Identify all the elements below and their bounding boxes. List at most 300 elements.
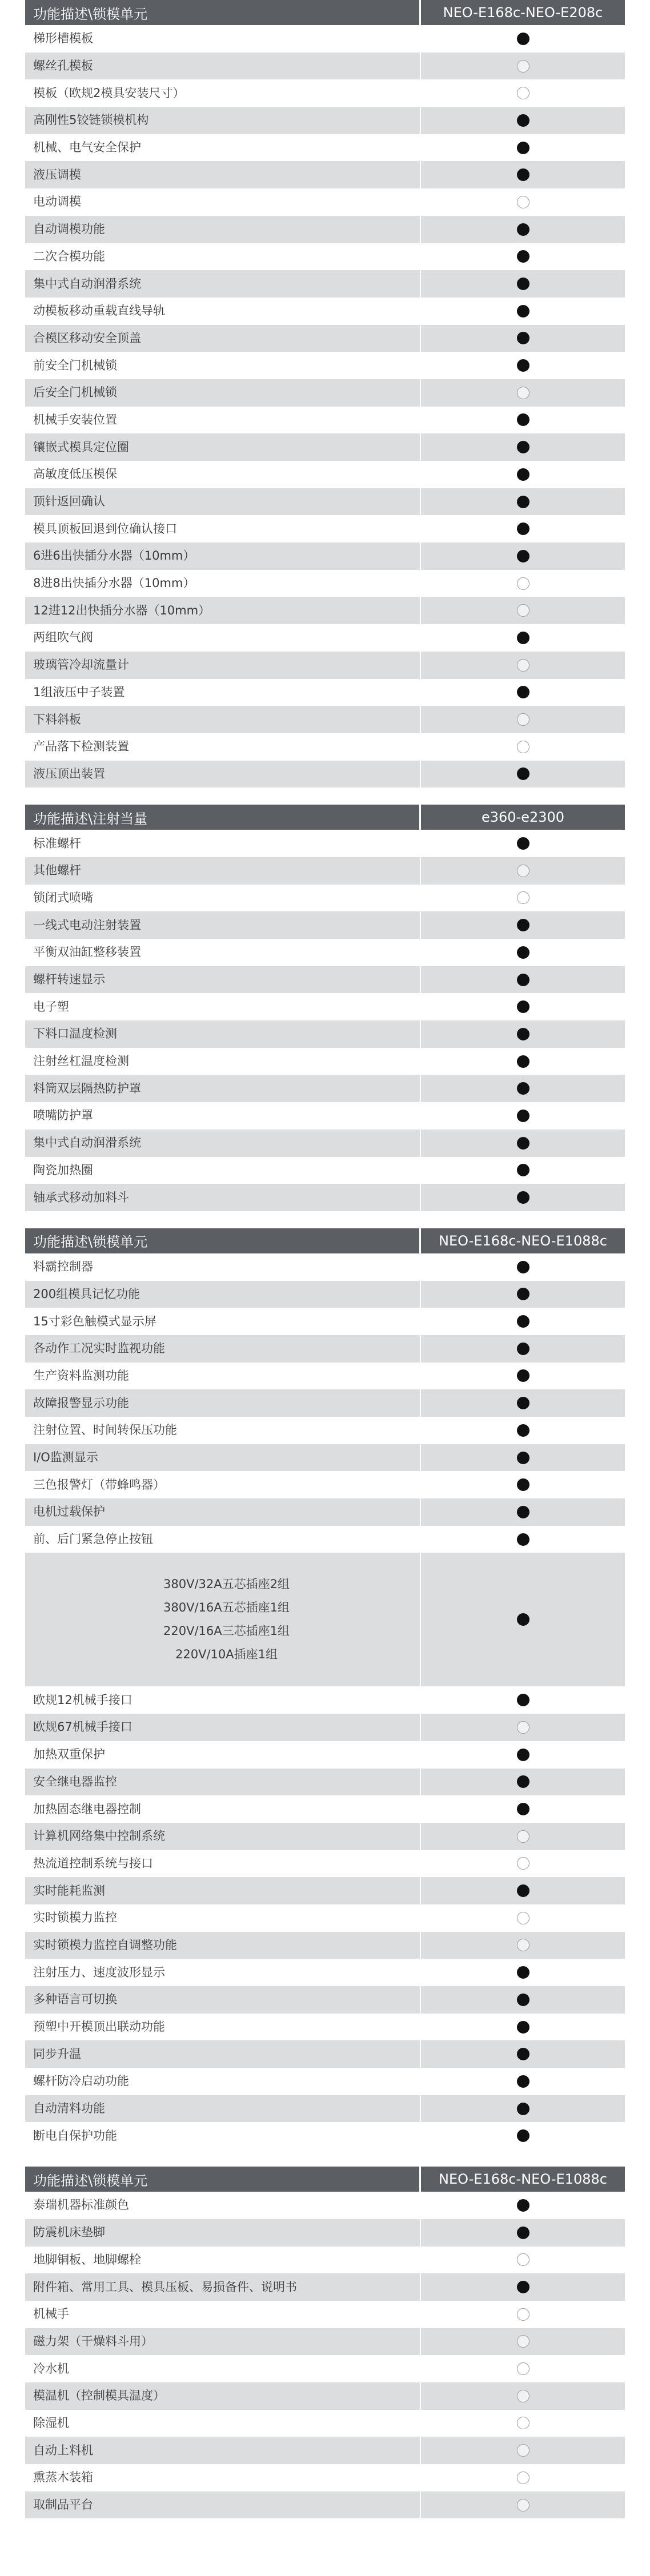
feature-name: 产品落下检测装置 <box>25 733 421 761</box>
feature-name: 注射丝杠温度检测 <box>25 1048 421 1075</box>
feature-name: 前安全门机械锁 <box>25 352 421 379</box>
feature-name: 8进8出快插分水器（10mm） <box>25 570 421 597</box>
table-row <box>25 2301 625 2328</box>
availability-cell <box>421 1769 625 1796</box>
feature-name: 1组液压中子装置 <box>25 679 421 706</box>
availability-cell <box>421 1795 625 1823</box>
feature-name: 料筒双层隔热防护罩 <box>25 1075 421 1102</box>
table-row <box>25 570 625 597</box>
table-row <box>25 2219 625 2247</box>
standard-filled-dot-icon <box>517 919 529 931</box>
standard-filled-dot-icon <box>517 2199 529 2212</box>
feature-name: 轴承式移动加料斗 <box>25 1184 421 1211</box>
standard-filled-dot-icon <box>517 2021 529 2034</box>
availability-cell <box>421 2491 625 2519</box>
standard-filled-dot-icon <box>517 1694 529 1706</box>
feature-name <box>25 1553 421 1686</box>
availability-cell <box>421 1130 625 1157</box>
availability-cell <box>421 2122 625 2149</box>
availability-cell <box>421 1850 625 1878</box>
standard-filled-dot-icon <box>517 2103 529 2115</box>
feature-name: 梯形槽模板 <box>25 25 421 53</box>
table-row <box>25 2122 625 2149</box>
feature-name: 料霸控制器 <box>25 1253 421 1281</box>
availability-cell <box>421 2410 625 2437</box>
table-row <box>25 2464 625 2491</box>
table-row <box>25 1498 625 1526</box>
table-row <box>25 2328 625 2356</box>
feature-name: 电机过载保护 <box>25 1498 421 1526</box>
table-row <box>25 379 625 407</box>
feature-name: 前、后门紧急停止按钮 <box>25 1526 421 1553</box>
feature-name: 欧规12机械手接口 <box>25 1686 421 1714</box>
standard-filled-dot-icon <box>517 946 529 959</box>
table-row <box>25 1389 625 1417</box>
standard-filled-dot-icon <box>517 1288 529 1300</box>
header-feature-label: 功能描述\锁模单元 <box>25 1228 421 1253</box>
feature-name: 泰瑞机器标准颜色 <box>25 2192 421 2219</box>
availability-cell <box>421 433 625 461</box>
standard-filled-dot-icon <box>517 1749 529 1761</box>
feature-name-line: 380V/32A五芯插座2组 <box>163 1577 290 1592</box>
standard-filled-dot-icon <box>517 1164 529 1176</box>
table-row <box>25 188 625 216</box>
table-row <box>25 857 625 885</box>
availability-cell <box>421 2040 625 2068</box>
feature-name: 螺杆防冷启动功能 <box>25 2068 421 2095</box>
section-spacer <box>25 2149 625 2167</box>
optional-hollow-dot-icon <box>517 2390 529 2402</box>
standard-filled-dot-icon <box>517 1506 529 1518</box>
feature-name: 各动作工况实时监视功能 <box>25 1335 421 1363</box>
table-row <box>25 79 625 107</box>
table-row <box>25 706 625 733</box>
standard-filled-dot-icon <box>517 223 529 236</box>
table-row <box>25 161 625 188</box>
standard-filled-dot-icon <box>517 1452 529 1464</box>
availability-cell <box>421 1932 625 1959</box>
optional-hollow-dot-icon <box>517 2499 529 2511</box>
table-row <box>25 1986 625 2014</box>
table-row <box>25 2437 625 2464</box>
feature-name: 自动清料功能 <box>25 2095 421 2123</box>
table-row <box>25 107 625 134</box>
table-row <box>25 1686 625 1714</box>
table-row <box>25 1281 625 1308</box>
availability-cell <box>421 857 625 885</box>
table-row <box>25 1102 625 1130</box>
feature-name: 注射位置、时间转保压功能 <box>25 1417 421 1444</box>
availability-cell <box>421 1253 625 1281</box>
optional-hollow-dot-icon <box>517 604 529 617</box>
table-row <box>25 1253 625 1281</box>
feature-name: 合模区移动安全顶盖 <box>25 325 421 352</box>
availability-cell <box>421 188 625 216</box>
standard-filled-dot-icon <box>517 974 529 986</box>
table-row <box>25 488 625 516</box>
table-row <box>25 966 625 994</box>
table-row <box>25 1904 625 1932</box>
standard-filled-dot-icon <box>517 114 529 127</box>
standard-filled-dot-icon <box>517 686 529 698</box>
table-row <box>25 515 625 542</box>
availability-cell <box>421 107 625 134</box>
standard-filled-dot-icon <box>517 413 529 426</box>
feature-name-line: 380V/16A五芯插座1组 <box>163 1601 290 1615</box>
standard-filled-dot-icon <box>517 496 529 508</box>
availability-cell <box>421 911 625 939</box>
availability-cell <box>421 1048 625 1075</box>
availability-cell <box>421 624 625 652</box>
table-row <box>25 1471 625 1498</box>
optional-hollow-dot-icon <box>517 891 529 904</box>
availability-cell <box>421 407 625 434</box>
feature-name: 后安全门机械锁 <box>25 379 421 407</box>
standard-filled-dot-icon <box>517 33 529 45</box>
table-row <box>25 352 625 379</box>
standard-filled-dot-icon <box>517 332 529 344</box>
standard-filled-dot-icon <box>517 2075 529 2088</box>
standard-filled-dot-icon <box>517 1613 529 1626</box>
standard-filled-dot-icon <box>517 1055 529 1068</box>
feature-name: 下料口温度检测 <box>25 1020 421 1048</box>
standard-filled-dot-icon <box>517 2281 529 2293</box>
feature-name: 顶针返回确认 <box>25 488 421 516</box>
table-row <box>25 2040 625 2068</box>
standard-filled-dot-icon <box>517 523 529 535</box>
table-row <box>25 1417 625 1444</box>
optional-hollow-dot-icon <box>517 2444 529 2457</box>
table-row <box>25 407 625 434</box>
optional-hollow-dot-icon <box>517 60 529 73</box>
optional-hollow-dot-icon <box>517 2335 529 2348</box>
table-row <box>25 2273 625 2301</box>
optional-hollow-dot-icon <box>517 1857 529 1870</box>
table-header <box>25 2167 625 2192</box>
standard-filled-dot-icon <box>517 1110 529 1122</box>
table-row <box>25 1795 625 1823</box>
table-row <box>25 1823 625 1850</box>
standard-filled-dot-icon <box>517 632 529 644</box>
standard-filled-dot-icon <box>517 359 529 372</box>
feature-name: 集中式自动润滑系统 <box>25 1130 421 1157</box>
table-row <box>25 1335 625 1363</box>
feature-name: 欧规67机械手接口 <box>25 1714 421 1741</box>
feature-name: 200组模具记忆功能 <box>25 1281 421 1308</box>
availability-cell <box>421 2247 625 2274</box>
feature-name: 磁力架（干燥料斗用） <box>25 2328 421 2356</box>
feature-name: 机械手安装位置 <box>25 407 421 434</box>
availability-cell <box>421 461 625 488</box>
availability-cell <box>421 2328 625 2356</box>
availability-cell <box>421 1157 625 1184</box>
availability-cell <box>421 1959 625 1986</box>
standard-filled-dot-icon <box>517 278 529 290</box>
feature-name: 陶瓷加热圈 <box>25 1157 421 1184</box>
standard-filled-dot-icon <box>517 1028 529 1040</box>
table-row <box>25 2014 625 2041</box>
feature-name: 自动上料机 <box>25 2437 421 2464</box>
feature-name: 玻璃管冷却流量计 <box>25 652 421 679</box>
optional-hollow-dot-icon <box>517 1939 529 1951</box>
feature-name: 实时锁模力监控自调整功能 <box>25 1932 421 1959</box>
optional-hollow-dot-icon <box>517 196 529 208</box>
table-row <box>25 2382 625 2410</box>
availability-cell <box>421 2095 625 2123</box>
standard-filled-dot-icon <box>517 1261 529 1273</box>
feature-name: 平衡双油缸整移装置 <box>25 939 421 966</box>
optional-hollow-dot-icon <box>517 387 529 399</box>
availability-cell <box>421 270 625 298</box>
availability-cell <box>421 2301 625 2328</box>
availability-cell <box>421 652 625 679</box>
feature-name: 实时锁模力监控 <box>25 1904 421 1932</box>
table-header <box>25 805 625 830</box>
header-feature-label: 功能描述\注射当量 <box>25 805 421 830</box>
table-row <box>25 885 625 912</box>
availability-cell <box>421 2437 625 2464</box>
specification-sheet <box>25 0 625 2518</box>
availability-cell <box>421 161 625 188</box>
spec-table <box>25 2167 625 2518</box>
table-row <box>25 1959 625 1986</box>
standard-filled-dot-icon <box>517 1803 529 1815</box>
feature-name: 除湿机 <box>25 2410 421 2437</box>
availability-cell <box>421 1877 625 1904</box>
availability-cell <box>421 216 625 243</box>
spec-table <box>25 805 625 1211</box>
availability-cell <box>421 993 625 1020</box>
feature-name: 标准螺杆 <box>25 830 421 857</box>
availability-cell <box>421 325 625 352</box>
table-row <box>25 25 625 53</box>
optional-hollow-dot-icon <box>517 1830 529 1843</box>
feature-name: 锁闭式喷嘴 <box>25 885 421 912</box>
availability-cell <box>421 1308 625 1335</box>
availability-cell <box>421 1741 625 1769</box>
availability-cell <box>421 2014 625 2041</box>
table-row <box>25 679 625 706</box>
feature-name: 其他螺杆 <box>25 857 421 885</box>
spec-table <box>25 0 625 787</box>
availability-cell <box>421 1553 625 1686</box>
table-row <box>25 1526 625 1553</box>
optional-hollow-dot-icon <box>517 2471 529 2484</box>
availability-cell <box>421 1075 625 1102</box>
feature-name: 集中式自动润滑系统 <box>25 270 421 298</box>
standard-filled-dot-icon <box>517 767 529 780</box>
feature-name: 下料斜板 <box>25 706 421 733</box>
table-row <box>25 993 625 1020</box>
optional-hollow-dot-icon <box>517 741 529 753</box>
table-row <box>25 325 625 352</box>
availability-cell <box>421 1363 625 1390</box>
standard-filled-dot-icon <box>517 1191 529 1204</box>
optional-hollow-dot-icon <box>517 713 529 726</box>
availability-cell <box>421 2273 625 2301</box>
table-row <box>25 1020 625 1048</box>
feature-name: 断电自保护功能 <box>25 2122 421 2149</box>
table-row <box>25 1850 625 1878</box>
feature-name: 15寸彩色触模式显示屏 <box>25 1308 421 1335</box>
availability-cell <box>421 53 625 80</box>
header-model-label: NEO-E168c-NEO-E1088c <box>439 1232 607 1249</box>
table-row <box>25 298 625 325</box>
table-row <box>25 733 625 761</box>
table-row <box>25 2068 625 2095</box>
optional-hollow-dot-icon <box>517 2417 529 2429</box>
feature-name: 液压顶出装置 <box>25 761 421 788</box>
availability-cell <box>421 298 625 325</box>
availability-cell <box>421 966 625 994</box>
standard-filled-dot-icon <box>517 2227 529 2239</box>
table-row <box>25 1741 625 1769</box>
standard-filled-dot-icon <box>517 2048 529 2060</box>
feature-name: 二次合模功能 <box>25 243 421 271</box>
availability-cell <box>421 488 625 516</box>
table-row <box>25 461 625 488</box>
availability-cell <box>421 1444 625 1472</box>
optional-hollow-dot-icon <box>517 2308 529 2321</box>
optional-hollow-dot-icon <box>517 865 529 877</box>
availability-cell <box>421 597 625 624</box>
table-header <box>25 0 625 25</box>
feature-name: 预塑中开模顶出联动功能 <box>25 2014 421 2041</box>
availability-cell <box>421 1686 625 1714</box>
header-model-label: NEO-E168c-NEO-E1088c <box>439 2171 607 2188</box>
feature-name: 液压调模 <box>25 161 421 188</box>
table-row <box>25 1932 625 1959</box>
feature-name: 12进12出快插分水器（10mm） <box>25 597 421 624</box>
standard-filled-dot-icon <box>517 1994 529 2006</box>
table-row <box>25 2355 625 2382</box>
table-header <box>25 1228 625 1253</box>
feature-name: 加热双重保护 <box>25 1741 421 1769</box>
availability-cell <box>421 2355 625 2382</box>
feature-name: 安全继电器监控 <box>25 1769 421 1796</box>
availability-cell <box>421 1904 625 1932</box>
feature-name: 模温机（控制模具温度） <box>25 2382 421 2410</box>
standard-filled-dot-icon <box>517 1424 529 1437</box>
table-row <box>25 1444 625 1472</box>
availability-cell <box>421 542 625 570</box>
availability-cell <box>421 79 625 107</box>
availability-cell <box>421 243 625 271</box>
standard-filled-dot-icon <box>517 468 529 481</box>
standard-filled-dot-icon <box>517 1533 529 1546</box>
standard-filled-dot-icon <box>517 1000 529 1013</box>
optional-hollow-dot-icon <box>517 577 529 590</box>
feature-name: 高敏度低压模保 <box>25 461 421 488</box>
feature-name: 取制品平台 <box>25 2491 421 2519</box>
feature-name: 电子塑 <box>25 993 421 1020</box>
availability-cell <box>421 515 625 542</box>
table-row <box>25 597 625 624</box>
availability-cell <box>421 352 625 379</box>
table-row <box>25 1769 625 1796</box>
standard-filled-dot-icon <box>517 1082 529 1095</box>
feature-name: 机械手 <box>25 2301 421 2328</box>
header-feature-label: 功能描述\锁模单元 <box>25 0 421 25</box>
optional-hollow-dot-icon <box>517 2362 529 2375</box>
availability-cell <box>421 379 625 407</box>
feature-name: 镶嵌式模具定位圈 <box>25 433 421 461</box>
availability-cell <box>421 1102 625 1130</box>
table-row <box>25 134 625 162</box>
standard-filled-dot-icon <box>517 305 529 318</box>
header-model-label: NEO-E168c-NEO-E208c <box>443 5 603 21</box>
optional-hollow-dot-icon <box>517 1912 529 1924</box>
feature-name: 多种语言可切换 <box>25 1986 421 2014</box>
feature-name: 附件箱、常用工具、模具压板、易损备件、说明书 <box>25 2273 421 2301</box>
feature-name: 注射压力、速度波形显示 <box>25 1959 421 1986</box>
table-row <box>25 1184 625 1211</box>
availability-cell <box>421 1986 625 2014</box>
table-row <box>25 652 625 679</box>
feature-name: 冷水机 <box>25 2355 421 2382</box>
feature-name: 生产资料监测功能 <box>25 1363 421 1390</box>
feature-name: 地脚铜板、地脚螺栓 <box>25 2247 421 2274</box>
availability-cell <box>421 1823 625 1850</box>
availability-cell <box>421 1471 625 1498</box>
feature-name: 机械、电气安全保护 <box>25 134 421 162</box>
table-row <box>25 939 625 966</box>
availability-cell <box>421 1389 625 1417</box>
standard-filled-dot-icon <box>517 142 529 154</box>
feature-name: 三色报警灯（带蜂鸣器） <box>25 1471 421 1498</box>
feature-name: 同步升温 <box>25 2040 421 2068</box>
standard-filled-dot-icon <box>517 1478 529 1491</box>
availability-cell <box>421 1281 625 1308</box>
table-row <box>25 2491 625 2519</box>
feature-name: 故障报警显示功能 <box>25 1389 421 1417</box>
standard-filled-dot-icon <box>517 1369 529 1382</box>
table-row <box>25 243 625 271</box>
feature-name: 熏蒸木装箱 <box>25 2464 421 2491</box>
availability-cell <box>421 1335 625 1363</box>
table-row <box>25 1553 625 1686</box>
availability-cell <box>421 1526 625 1553</box>
feature-name: 模板（欧规2模具安装尺寸） <box>25 79 421 107</box>
standard-filled-dot-icon <box>517 441 529 453</box>
standard-filled-dot-icon <box>517 1137 529 1150</box>
table-row <box>25 2247 625 2274</box>
availability-cell <box>421 1714 625 1741</box>
standard-filled-dot-icon <box>517 2129 529 2142</box>
availability-cell <box>421 134 625 162</box>
table-row <box>25 1075 625 1102</box>
table-row <box>25 1130 625 1157</box>
standard-filled-dot-icon <box>517 1397 529 1409</box>
standard-filled-dot-icon <box>517 1884 529 1897</box>
table-row <box>25 624 625 652</box>
availability-cell <box>421 1498 625 1526</box>
optional-hollow-dot-icon <box>517 87 529 99</box>
feature-name: 螺丝孔模板 <box>25 53 421 80</box>
standard-filled-dot-icon <box>517 837 529 850</box>
feature-name: 一线式电动注射装置 <box>25 911 421 939</box>
availability-cell <box>421 2382 625 2410</box>
standard-filled-dot-icon <box>517 250 529 263</box>
table-row <box>25 270 625 298</box>
section-spacer <box>25 1211 625 1228</box>
standard-filled-dot-icon <box>517 1775 529 1788</box>
table-row <box>25 542 625 570</box>
standard-filled-dot-icon <box>517 1315 529 1328</box>
standard-filled-dot-icon <box>517 168 529 181</box>
feature-name: 加热固态继电器控制 <box>25 1795 421 1823</box>
availability-cell <box>421 761 625 788</box>
